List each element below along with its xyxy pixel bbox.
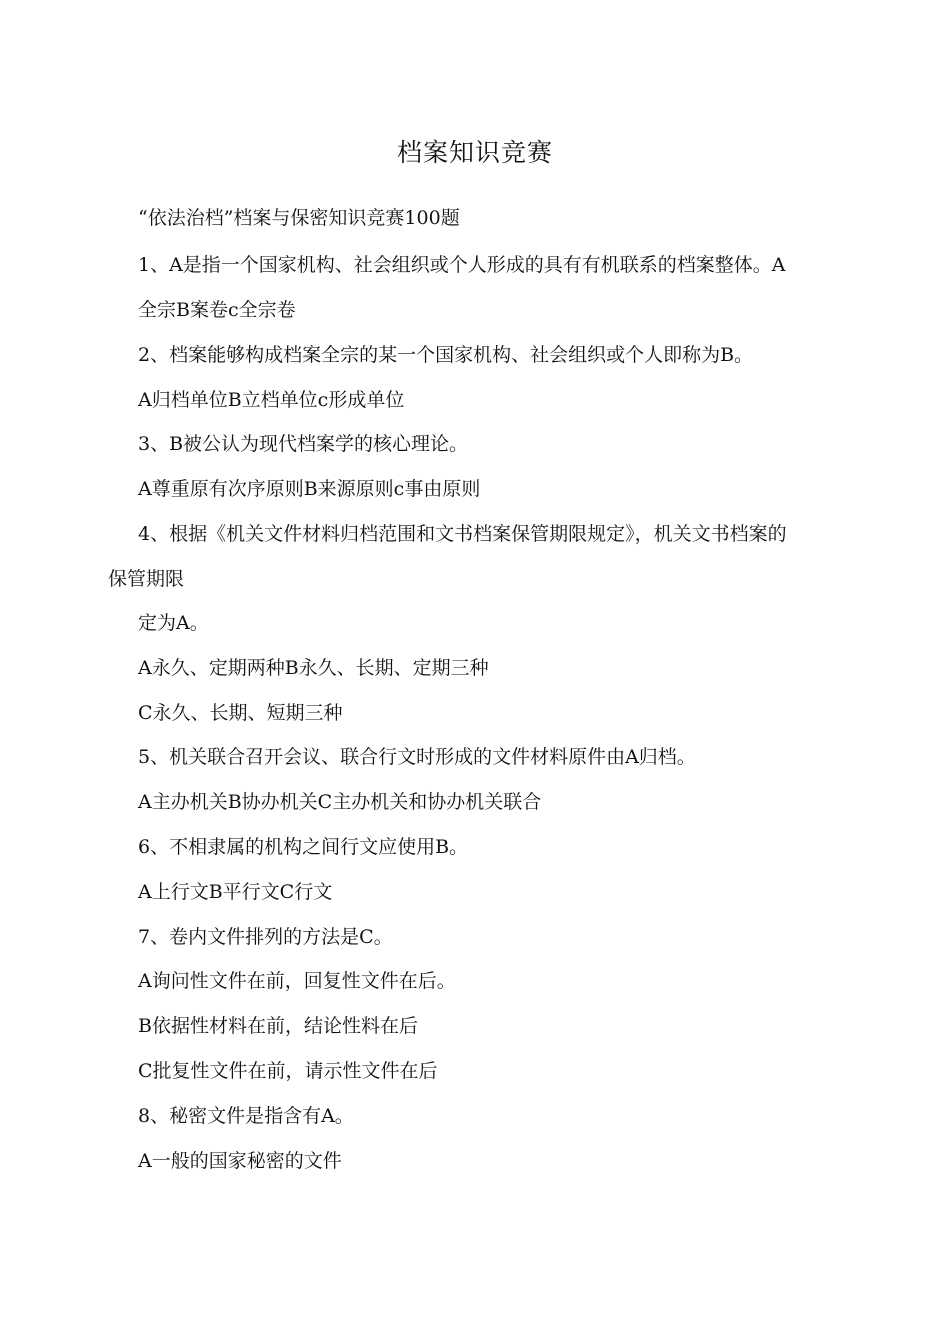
question-4-options-1: A永久、定期两种B永久、长期、定期三种 — [138, 657, 489, 679]
question-8: 8、秘密文件是指含有A。 — [138, 1105, 354, 1127]
question-4: 4、根据《机关文件材料归档范围和文书档案保管期限规定》，机关文书档案的 — [138, 523, 787, 545]
document-title: 档案知识竞赛 — [396, 138, 553, 167]
question-6: 6、不相隶属的机构之间行文应使用B。 — [138, 836, 469, 858]
question-1-options: 全宗B案卷c全宗卷 — [138, 299, 296, 321]
question-5-options: A主办机关B协办机关C主办机关和协办机关联合 — [138, 791, 542, 813]
question-1: 1、A是指一个国家机构、社会组织或个人形成的具有有机联系的档案整体。A — [138, 254, 786, 276]
question-4-continued: 保管期限 — [108, 568, 185, 590]
question-2: 2、档案能够构成档案全宗的某一个国家机构、社会组织或个人即称为B。 — [138, 344, 754, 366]
question-5: 5、机关联合召开会议、联合行文时形成的文件材料原件由A归档。 — [138, 746, 696, 768]
question-6-options: A上行文B平行文C行文 — [138, 881, 333, 903]
question-7-option-b: B依据性材料在前，结论性料在后 — [138, 1015, 418, 1037]
question-7-option-c: C批复性文件在前，请示性文件在后 — [138, 1060, 438, 1082]
question-4-options-2: C永久、长期、短期三种 — [138, 702, 343, 724]
question-4-continued-2: 定为A。 — [138, 612, 209, 634]
question-3-options: A尊重原有次序原则B来源原则c事由原则 — [138, 478, 481, 500]
subtitle-line: “依法治档”档案与保密知识竞赛100题 — [138, 207, 460, 229]
question-7: 7、卷内文件排列的方法是C。 — [138, 926, 393, 948]
question-7-option-a: A询问性文件在前，回复性文件在后。 — [138, 970, 456, 992]
question-8-option-a: A一般的国家秘密的文件 — [138, 1150, 342, 1172]
question-3: 3、B被公认为现代档案学的核心理论。 — [138, 433, 469, 455]
question-2-options: A归档单位B立档单位c形成单位 — [138, 389, 405, 411]
